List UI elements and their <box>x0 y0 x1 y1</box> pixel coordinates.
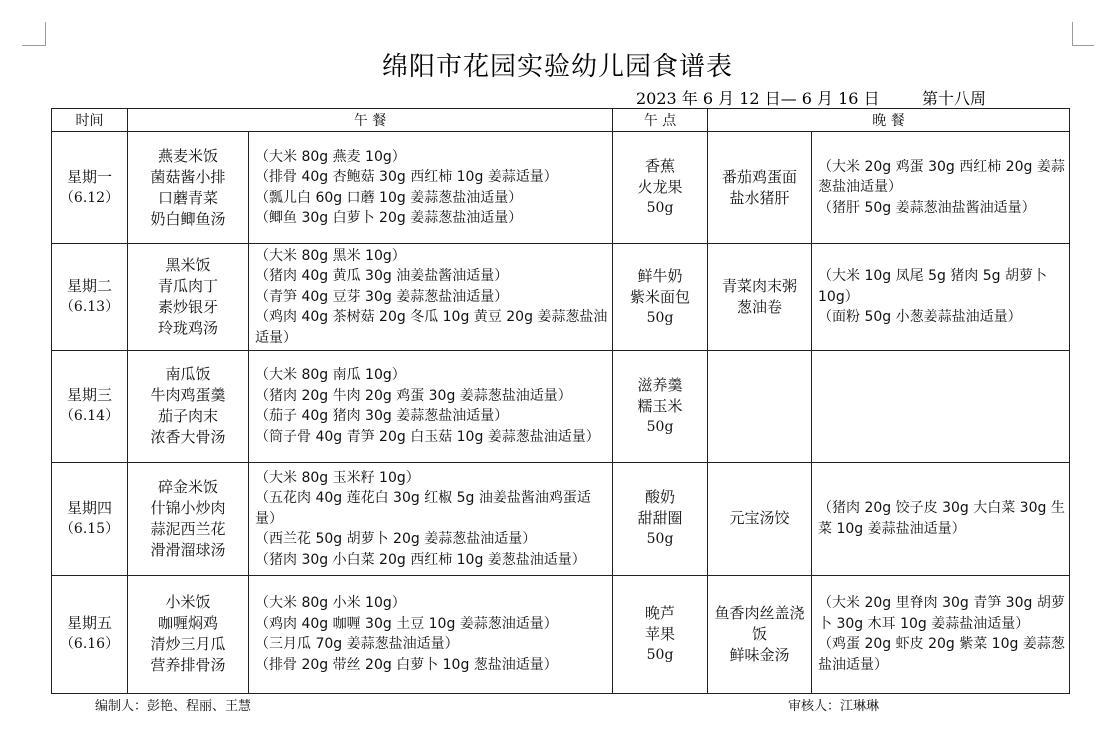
table-row <box>52 463 1070 575</box>
day-name: 星期一 <box>66 167 112 186</box>
lunch-dish: 南瓜饭 <box>165 365 211 384</box>
day-date: （6.14） <box>59 408 120 425</box>
table-row <box>52 244 1070 350</box>
day-cell <box>52 244 128 350</box>
snack-cell <box>613 132 708 244</box>
snack-amount: 50g <box>646 418 674 435</box>
lunch-ingredient: （大米 80g 玉米籽 10g） <box>255 469 420 486</box>
lunch-ingredient: （大米 80g 南瓜 10g） <box>255 367 406 384</box>
snack-item: 滋养羹 <box>637 375 683 394</box>
day-date: （6.16） <box>59 636 120 653</box>
snack-cell <box>613 350 708 462</box>
lunch-ingredient: （排骨 40g 杏鲍菇 30g 西红柿 10g 姜蒜适量） <box>255 169 558 186</box>
lunch-dishes-cell <box>128 132 249 244</box>
snack-cell <box>613 463 708 575</box>
page-corner-mark <box>45 22 46 46</box>
table-row <box>52 350 1070 462</box>
snack-item: 糯玉米 <box>637 396 683 415</box>
snack-item: 香蕉 <box>645 157 676 176</box>
lunch-dish: 蒜泥西兰花 <box>150 519 226 538</box>
lunch-dish: 浓香大骨汤 <box>150 428 226 447</box>
lunch-ingredient: （茄子 40g 猪肉 30g 姜蒜葱盐油适量） <box>255 408 509 425</box>
lunch-ingredient: （猪肉 40g 黄瓜 30g 油姜盐酱油适量） <box>255 268 509 285</box>
lunch-dish: 牛肉鸡蛋羹 <box>150 386 226 405</box>
dinner-ingredient: （鸡蛋 20g 虾皮 20g 紫菜 10g 姜蒜葱盐油适量） <box>818 636 1065 673</box>
dinner-dish: 葱油卷 <box>737 298 783 317</box>
snack-item: 晚芦 <box>645 603 676 622</box>
lunch-ingredient: （鸡肉 40g 咖喱 30g 土豆 10g 姜蒜葱油适量） <box>255 615 558 632</box>
day-date: （6.15） <box>59 520 120 537</box>
lunch-ingredient: （筒子骨 40g 青笋 20g 白玉菇 10g 姜蒜葱盐油适量） <box>255 428 600 445</box>
document-title: 绵阳市花园实验幼儿园食谱表 <box>381 52 733 82</box>
dinner-ingredients-cell <box>812 575 1070 693</box>
lunch-dish: 青瓜肉丁 <box>157 277 218 296</box>
day-cell <box>52 463 128 575</box>
lunch-dish: 营养排骨汤 <box>150 656 226 675</box>
snack-item: 紫米面包 <box>630 287 691 306</box>
day-name: 星期四 <box>66 498 112 517</box>
lunch-dish: 什锦小炒肉 <box>150 498 226 517</box>
lunch-ingredient: （猪肉 20g 牛肉 20g 鸡蛋 30g 姜蒜葱盐油适量） <box>255 387 572 404</box>
lunch-dish: 小米饭 <box>165 593 211 612</box>
lunch-dish: 咖喱焖鸡 <box>157 614 218 633</box>
dinner-dish: 青菜肉末粥 <box>722 277 798 296</box>
dinner-ingredient: （面粉 50g 小葱姜蒜盐油适量） <box>818 309 1022 326</box>
snack-amount: 50g <box>646 531 674 548</box>
lunch-dishes-cell <box>128 244 249 350</box>
lunch-ingredient: （瓢儿白 60g 口蘑 10g 姜蒜葱盐油适量） <box>255 189 523 206</box>
dinner-ingredient: （猪肝 50g 姜蒜葱油盐酱油适量） <box>818 199 1036 216</box>
lunch-ingredient: （青笋 40g 豆芽 30g 姜蒜葱盐油适量） <box>255 288 509 305</box>
lunch-dish: 玲珑鸡汤 <box>157 319 218 338</box>
lunch-dish: 滑滑溜球汤 <box>150 540 226 559</box>
lunch-dish: 茄子肉末 <box>157 407 218 426</box>
lunch-ingredients-cell <box>249 463 613 575</box>
lunch-ingredient: （大米 80g 小米 10g） <box>255 595 406 612</box>
dinner-dishes-cell <box>708 132 812 244</box>
snack-item: 火龙果 <box>637 178 683 197</box>
snack-item: 苹果 <box>645 624 676 643</box>
lunch-dish: 燕麦米饭 <box>157 146 218 165</box>
lunch-ingredients-cell <box>249 350 613 462</box>
dinner-dish: 鱼香肉丝盖浇饭 <box>714 603 805 643</box>
lunch-dish: 奶白鲫鱼汤 <box>150 209 226 228</box>
dinner-ingredients-cell <box>812 350 1070 462</box>
lunch-dish: 口蘑青菜 <box>157 188 218 207</box>
day-name: 星期二 <box>66 277 112 296</box>
editors: 编制人：彭艳、程丽、王慧 <box>95 699 252 714</box>
page-corner-mark <box>1072 22 1073 46</box>
header-dinner: 晚 餐 <box>708 109 1070 132</box>
lunch-dish: 菌菇酱小排 <box>150 167 226 186</box>
lunch-ingredient: （五花肉 40g 莲花白 30g 红椒 5g 油姜盐酱油鸡蛋适量） <box>255 490 591 527</box>
snack-amount: 50g <box>646 646 674 663</box>
dinner-ingredients-cell <box>812 463 1070 575</box>
lunch-dish: 清炒三月瓜 <box>150 635 226 654</box>
snack-item: 鲜牛奶 <box>637 266 683 285</box>
header-snack: 午 点 <box>613 109 708 132</box>
dinner-dish: 盐水猪肝 <box>729 188 790 207</box>
lunch-ingredient: （三月瓜 70g 姜蒜葱盐油适量） <box>255 636 459 653</box>
dinner-ingredient: （猪肉 20g 饺子皮 30g 大白菜 30g 生菜 10g 姜蒜盐油适量） <box>818 500 1065 537</box>
lunch-dishes-cell <box>128 575 249 693</box>
lunch-ingredient: （鸡肉 40g 茶树菇 20g 冬瓜 10g 黄豆 20g 姜蒜葱盐油适量） <box>255 309 608 346</box>
dinner-ingredient: （大米 20g 里脊肉 30g 青笋 30g 胡萝卜 30g 木耳 10g 姜蒜盐油适量） <box>818 595 1065 632</box>
lunch-ingredient: （大米 80g 黑米 10g） <box>255 247 406 264</box>
dinner-ingredients-cell <box>812 132 1070 244</box>
dinner-dish: 番茄鸡蛋面 <box>722 167 798 186</box>
dinner-dishes-cell <box>708 350 812 462</box>
snack-item: 甜甜圈 <box>637 509 683 528</box>
table-row <box>52 575 1070 693</box>
dinner-dishes-cell <box>708 463 812 575</box>
date-range: 2023 年 6 月 12 日— 6 月 16 日 <box>636 89 880 108</box>
day-name: 星期三 <box>66 386 112 405</box>
dinner-dish: 鲜味金汤 <box>729 645 790 664</box>
dinner-dishes-cell <box>708 575 812 693</box>
snack-amount: 50g <box>646 200 674 217</box>
day-cell <box>52 132 128 244</box>
lunch-dish: 黑米饭 <box>165 256 211 275</box>
dinner-ingredients-cell <box>812 244 1070 350</box>
day-date: （6.12） <box>59 189 120 206</box>
dinner-dish: 元宝汤饺 <box>729 509 790 528</box>
day-cell <box>52 575 128 693</box>
snack-item: 酸奶 <box>645 488 676 507</box>
dinner-dishes-cell <box>708 244 812 350</box>
dinner-ingredient: （大米 20g 鸡蛋 30g 西红柿 20g 姜蒜葱盐油适量） <box>818 158 1065 196</box>
header-row <box>52 109 1070 132</box>
lunch-ingredients-cell <box>249 132 613 244</box>
lunch-ingredients-cell <box>249 575 613 693</box>
lunch-ingredient: （大米 80g 燕麦 10g） <box>255 148 406 165</box>
snack-amount: 50g <box>646 309 674 326</box>
day-name: 星期五 <box>66 614 112 633</box>
header-time: 时间 <box>52 109 128 132</box>
dinner-ingredient: （大米 10g 凤尾 5g 猪肉 5g 胡萝卜 10g） <box>818 268 1048 305</box>
lunch-dishes-cell <box>128 463 249 575</box>
lunch-dish: 碎金米饭 <box>157 477 218 496</box>
header-lunch: 午 餐 <box>128 109 613 132</box>
menu-table <box>51 108 1070 694</box>
lunch-ingredient: （排骨 20g 带丝 20g 白萝卜 10g 葱盐油适量） <box>255 656 558 673</box>
day-cell <box>52 350 128 462</box>
week-label: 第十八周 <box>922 89 987 108</box>
lunch-ingredient: （西兰花 50g 胡萝卜 20g 姜蒜葱盐油适量） <box>255 531 537 548</box>
lunch-ingredients-cell <box>249 244 613 350</box>
lunch-ingredient: （猪肉 30g 小白菜 20g 西红柿 10g 姜葱盐油适量） <box>255 551 586 568</box>
reviewer: 审核人：江琳琳 <box>788 699 880 714</box>
snack-cell <box>613 575 708 693</box>
lunch-dishes-cell <box>128 350 249 462</box>
day-date: （6.13） <box>59 299 120 316</box>
lunch-dish: 素炒银牙 <box>157 298 218 317</box>
lunch-ingredient: （鲫鱼 30g 白萝卜 20g 姜蒜葱盐油适量） <box>255 210 523 227</box>
snack-cell <box>613 244 708 350</box>
table-row <box>52 132 1070 244</box>
